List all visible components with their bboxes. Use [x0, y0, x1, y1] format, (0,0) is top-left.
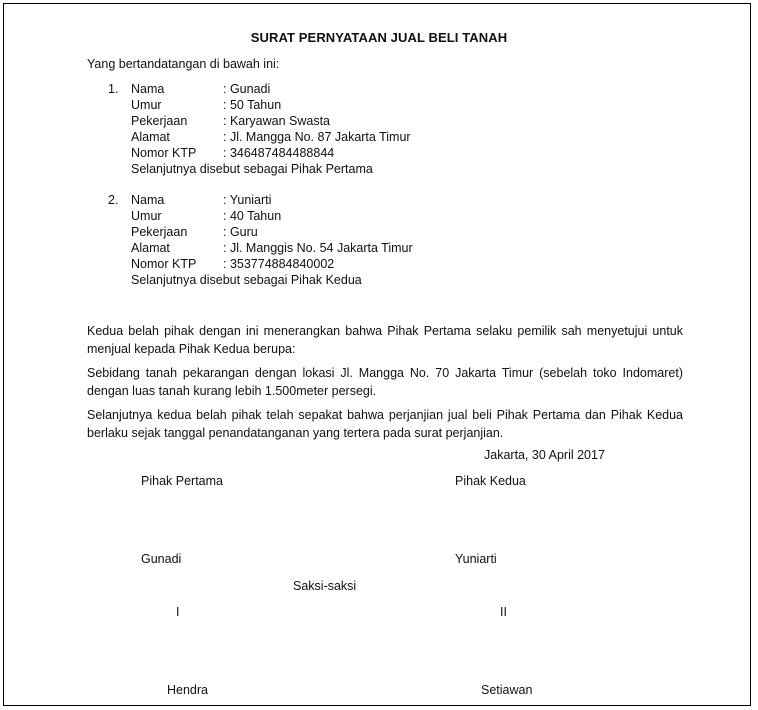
field-label: Alamat	[131, 130, 170, 144]
place-date: Jakarta, 30 April 2017	[484, 448, 605, 462]
field-value: : Jl. Mangga No. 87 Jakarta Timur	[223, 130, 411, 144]
witnesses-heading: Saksi-saksi	[293, 579, 357, 593]
document-title: SURAT PERNYATAAN JUAL BELI TANAH	[250, 30, 508, 45]
witness-2-number: II	[500, 605, 507, 619]
witness-1-name: Hendra	[167, 683, 208, 697]
field-label: Umur	[131, 98, 162, 112]
field-value: : 50 Tahun	[223, 98, 282, 112]
field-value: : 40 Tahun	[223, 209, 282, 223]
field-label: Pekerjaan	[131, 114, 188, 128]
field-label: Umur	[131, 209, 162, 223]
field-label: Nama	[131, 193, 165, 207]
second-party-name: Yuniarti	[455, 552, 497, 566]
paragraph-line: menjual kepada Pihak Kedua berupa:	[87, 342, 296, 356]
field-label: Nomor KTP	[131, 146, 197, 160]
party-designation: Selanjutnya disebut sebagai Pihak Pertama	[131, 162, 373, 176]
field-value: : Guru	[223, 225, 258, 239]
field-value: : Jl. Manggis No. 54 Jakarta Timur	[223, 241, 413, 255]
paragraph-effective	[87, 406, 683, 442]
field-value: : Gunadi	[223, 82, 271, 96]
party-designation: Selanjutnya disebut sebagai Pihak Kedua	[131, 273, 362, 287]
field-value: : 353774884840002	[223, 257, 335, 271]
paragraph-land	[87, 364, 683, 400]
field-label: Pekerjaan	[131, 225, 188, 239]
paragraph-agreement	[87, 322, 683, 358]
paragraph-line: dengan luas tanah kurang lebih 1.500meter persegi.	[87, 384, 377, 398]
first-party-title: Pihak Pertama	[141, 474, 223, 488]
first-party-name: Gunadi	[141, 552, 182, 566]
field-value: : Yuniarti	[223, 193, 272, 207]
witness-2-name: Setiawan	[481, 683, 533, 697]
paragraph-line: Kedua belah pihak dengan ini menerangkan bahwa Pihak Pertama selaku pemilik sah menyetujui untuk	[87, 324, 683, 338]
party-number: 1.	[108, 82, 119, 96]
witness-1-number: I	[176, 605, 180, 619]
field-label: Nama	[131, 82, 165, 96]
second-party-title: Pihak Kedua	[455, 474, 526, 488]
field-label: Alamat	[131, 241, 170, 255]
field-value: : 346487484488844	[223, 146, 335, 160]
field-value: : Karyawan Swasta	[223, 114, 330, 128]
paragraph-line: Selanjutnya kedua belah pihak telah sepakat bahwa perjanjian jual beli Pihak Pertama dan Pihak Kedua	[87, 408, 683, 422]
field-label: Nomor KTP	[131, 257, 197, 271]
party-number: 2.	[108, 193, 119, 207]
intro-text: Yang bertandatangan di bawah ini:	[87, 57, 280, 71]
paragraph-line: Sebidang tanah pekarangan dengan lokasi Jl. Mangga No. 70 Jakarta Timur (sebelah toko Indomaret)	[87, 366, 683, 380]
paragraph-line: berlaku sejak tanggal penandatanganan yang tertera pada surat perjanjian.	[87, 426, 504, 440]
